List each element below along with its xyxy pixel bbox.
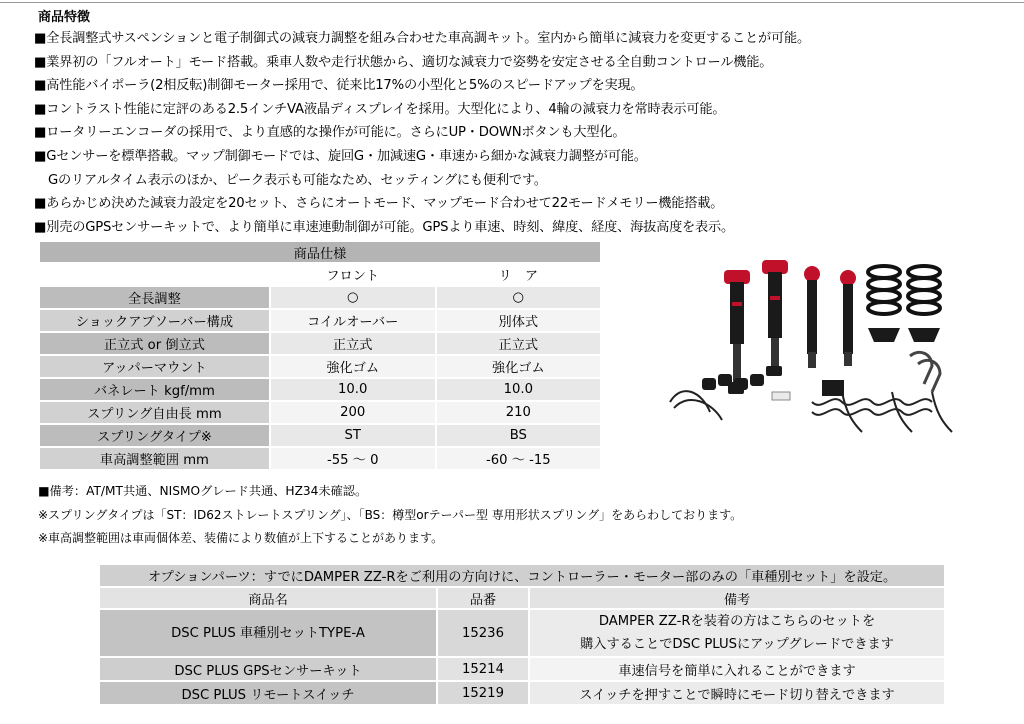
options-header-note: 備考 [529, 587, 945, 609]
feature-continuation: Gのリアルタイム表示のほか、ピーク表示も可能なため、セッティングにも便利です。 [48, 172, 547, 188]
spec-row [40, 332, 601, 355]
note-spring-type: ※スプリングタイプは「ST：ID62ストレートスプリング」、「BS：樽型orテーパー型 専用形状スプリング」をあらわしております。 [38, 507, 743, 522]
spec-row [40, 424, 601, 447]
spec-row [40, 378, 601, 401]
controller-unit [772, 380, 844, 400]
spec-rear-value: 正立式 [436, 332, 601, 355]
options-header-number: 品番 [437, 587, 529, 609]
spec-title: 商品仕様 [40, 242, 601, 263]
spec-row [40, 401, 601, 424]
spec-front-value: ○ [270, 286, 436, 309]
options-header-name: 商品名 [100, 587, 437, 609]
feature-item: ■コントラスト性能に定評のある2.5インチVA液晶ディスプレイを採用。大型化により、4輪の減衰力を常時表示可能。 [34, 101, 726, 117]
option-note [529, 609, 945, 657]
note-remarks: ■備考：AT/MT共通、NISMOグレード共通、HZ34未確認。 [38, 484, 368, 498]
option-note-line: 購入することでDSC PLUSにアップグレードできます [580, 637, 894, 652]
feature-text: ■Gセンサーを標準搭載。マップ制御モードでは、旋回G・加減速G・車速から細かな減衰力調整が可能。 [34, 148, 647, 164]
spec-front-value: 10.0 [270, 378, 436, 401]
spec-header-blank [40, 263, 270, 286]
option-note-line: DAMPER ZZ-Rを装着の方はこちらのセットを [598, 614, 876, 629]
options-table [100, 565, 946, 706]
option-note: 車速信号を簡単に入れることができます [529, 657, 945, 681]
spec-label: ショックアブソーバー構成 [40, 309, 270, 332]
feature-item: ■高性能バイポーラ(2相反転)制御モーター採用で、従来比17%の小型化と5%のスピードアップを実現。 [34, 78, 644, 94]
spec-front-value: -55 ～ 0 [270, 447, 436, 470]
spec-rear-value: 10.0 [436, 378, 601, 401]
spec-row [40, 309, 601, 332]
rear-shock-left [804, 266, 820, 368]
suspension-kit-image [662, 252, 968, 442]
spec-front-value: 200 [270, 401, 436, 424]
spec-row [40, 447, 601, 470]
section-heading: 商品特徴 [38, 10, 91, 25]
options-row [100, 681, 945, 705]
spec-rear-value: 別体式 [436, 309, 601, 332]
option-name: DSC PLUS 車種別セットTYPE-A [100, 609, 437, 657]
feature-item: ■別売のGPSセンサーキットで、より簡単に車速連動制御が可能。GPSより車速、時刻、緯度、経度、海抜高度を表示。 [34, 219, 734, 235]
spec-rear-value: 210 [436, 401, 601, 424]
spec-front-value: 正立式 [270, 332, 436, 355]
spec-front-value: ST [270, 424, 436, 447]
option-name: DSC PLUS GPSセンサーキット [100, 657, 437, 681]
spec-header-front: フロント [270, 263, 436, 286]
wire-harness [670, 391, 952, 432]
spec-label: バネレート kgf/mm [40, 378, 270, 401]
spec-label: 車高調整範囲 mm [40, 447, 270, 470]
spec-rear-value: 強化ゴム [436, 355, 601, 378]
feature-item: ■ロータリーエンコーダの採用で、より直感的な操作が可能に。さらにUP・DOWNボタンも大型化。 [34, 125, 626, 141]
spec-row [40, 286, 601, 309]
front-strut-right [762, 260, 788, 376]
options-row [100, 609, 945, 657]
spec-rear-value: -60 ～ -15 [436, 447, 601, 470]
spring-seats [868, 328, 940, 342]
spec-table [40, 242, 602, 471]
feature-item: ■業界初の「フルオート」モード搭載。乗車人数や走行状態から、適切な減衰力で姿勢を安定させる全自動コントロール機能。 [34, 54, 773, 70]
spec-row [40, 355, 601, 378]
feature-item: ■全長調整式サスペンションと電子制御式の減衰力調整を組み合わせた車高調キット。室内から簡単に減衰力を変更することが可能。 [34, 31, 810, 46]
spec-label: 正立式 or 倒立式 [40, 332, 270, 355]
option-number: 15236 [437, 609, 529, 657]
spec-header-rear: リ ア [436, 263, 601, 286]
spec-label: スプリングタイプ※ [40, 424, 270, 447]
notes [38, 480, 742, 551]
options-caption: オプションパーツ：すでにDAMPER ZZ-Rをご利用の方向けに、コントローラー・モーター部のみの「車種別セット」を設定。 [100, 565, 945, 587]
feature-list [34, 27, 810, 239]
spec-label: アッパーマウント [40, 355, 270, 378]
rear-springs [868, 266, 940, 314]
option-name: DSC PLUS リモートスイッチ [100, 681, 437, 705]
rear-shock-right [840, 270, 856, 366]
spanner-wrenches [910, 352, 940, 392]
spec-rear-value: BS [436, 424, 601, 447]
option-number: 15214 [437, 657, 529, 681]
top-divider [0, 2, 1024, 3]
options-row [100, 657, 945, 681]
option-note: スイッチを押すことで瞬時にモード切り替えできます [529, 681, 945, 705]
spec-rear-value: ○ [436, 286, 601, 309]
option-number: 15219 [437, 681, 529, 705]
spec-front-value: 強化ゴム [270, 355, 436, 378]
note-height-range: ※車高調整範囲は車両個体差、装備により数値が上下することがあります。 [38, 531, 444, 545]
spec-label: スプリング自由長 mm [40, 401, 270, 424]
spec-front-value: コイルオーバー [270, 309, 436, 332]
feature-item [34, 145, 810, 192]
spec-label: 全長調整 [40, 286, 270, 309]
feature-item: ■あらかじめ決めた減衰力設定を20セット、さらにオートモード、マップモード合わせて22モードメモリー機能搭載。 [34, 196, 724, 212]
